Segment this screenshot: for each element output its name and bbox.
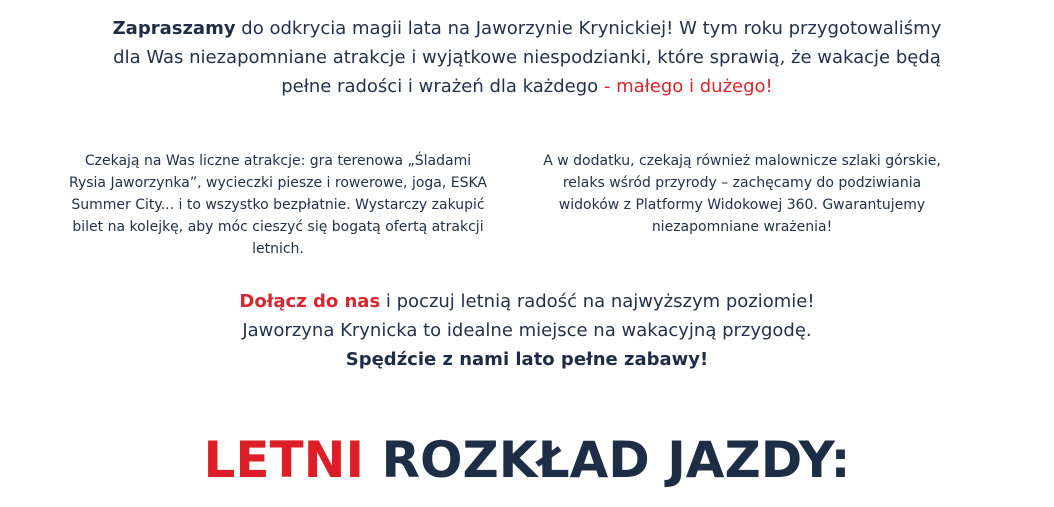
intro-lead: Zapraszamy <box>112 18 236 39</box>
trails-column: A w dodatku, czekają również malownicze szlaki górskie, relaks wśród przyrody – zachęcamy do podziwiania widoków z Platformy Widokowej 360. Gwarantujemy niezapomniane wrażenia! <box>543 153 941 235</box>
join-line-2: Jaworzyna Krynicka to idealne miejsce na wakacyjną przygodę. <box>242 320 812 341</box>
intro-highlight: - małego i dużego! <box>603 76 773 97</box>
join-paragraph <box>130 287 924 374</box>
join-line-3: Spędźcie z nami lato pełne zabawy! <box>345 349 709 370</box>
attractions-column: Czekają na Was liczne atrakcje: gra terenowa „Śladami Rysia Jaworzynka”, wycieczki piesze i rowerowe, joga, ESKA Summer City... i to wszystko bezpłatnie. Wystarczy zakupić bilet na kolejkę, aby móc cieszyć się bogatą ofertą atrakcji letnich. <box>68 153 488 257</box>
join-highlight: Dołącz do nas <box>239 291 381 312</box>
schedule-heading-rest: ROZKŁAD JAZDY: <box>364 431 851 489</box>
join-line-1-rest: i poczuj letnią radość na najwyższym poziomie! <box>380 291 815 312</box>
schedule-heading <box>100 428 954 492</box>
schedule-heading-red: LETNI <box>203 431 365 489</box>
intro-paragraph <box>100 14 954 101</box>
intro-text: do odkrycia magii lata na Jaworzynie Krynickiej! W tym roku przygotowaliśmy dla Was niezapomniane atrakcje i wyjątkowe niespodzianki, które sprawią, że wakacje będą pełne radości i wrażeń dla każdego <box>113 18 942 97</box>
join-line-1 <box>130 287 924 316</box>
